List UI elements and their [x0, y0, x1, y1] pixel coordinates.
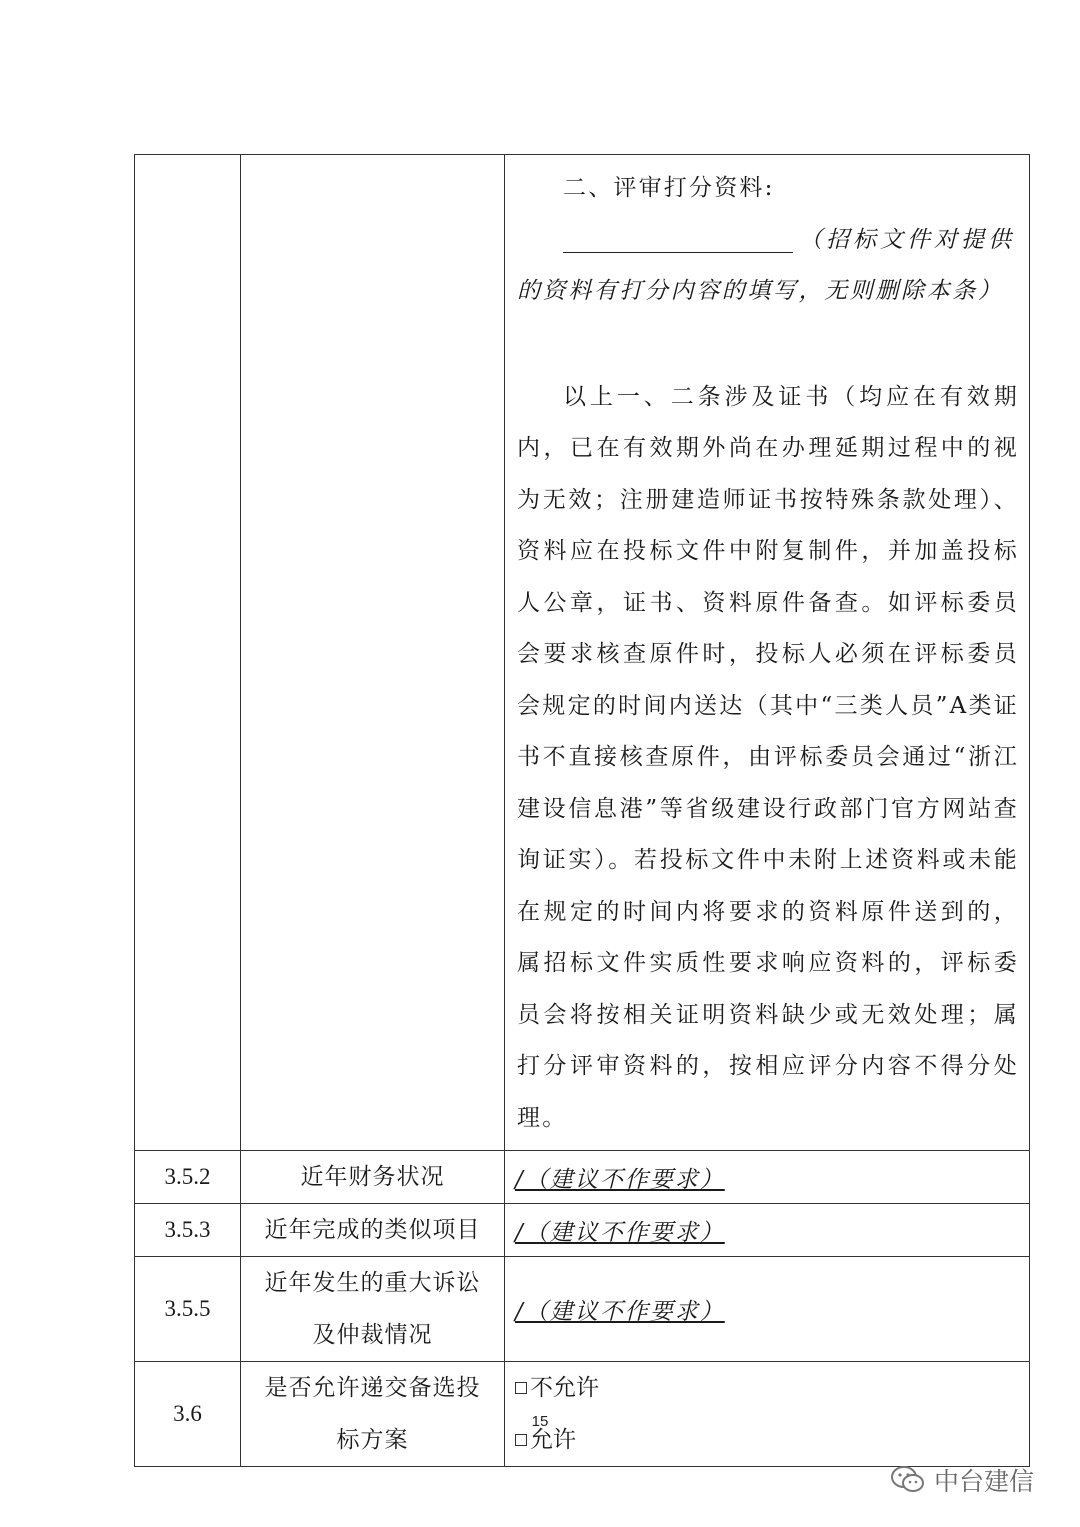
checkbox-icon[interactable]: [515, 1434, 527, 1446]
bid-info-table: [134, 154, 1030, 1467]
table-row: [135, 1151, 1030, 1204]
item-name: 近年财务状况: [241, 1151, 505, 1204]
watermark: [890, 1462, 1034, 1498]
fill-in-blank[interactable]: [563, 222, 793, 253]
item-number: 3.5.2: [135, 1151, 241, 1204]
table-row: [135, 1204, 1030, 1257]
wechat-icon: [890, 1465, 926, 1495]
option-label: 允许: [530, 1427, 576, 1453]
watermark-text: 中台建信: [934, 1467, 1035, 1496]
content-cell: [505, 155, 1030, 1151]
item-name: 近年完成的类似项目: [241, 1204, 505, 1257]
item-value: /（建议不作要求）: [515, 1166, 725, 1193]
item-name-line1: 近年发生的重大诉讼: [264, 1270, 481, 1296]
item-name-line2: 及仲裁情况: [312, 1322, 433, 1348]
scoring-hint-part2: 的资料有打分内容的填写，无则删除本条）: [517, 278, 1004, 304]
item-name-line2: 标方案: [336, 1427, 409, 1453]
item-number: 3.5.5: [135, 1257, 241, 1362]
option-label: 不允许: [530, 1375, 599, 1401]
certificate-requirements-paragraph: 以上一、二条涉及证书（均应在有效期内，已在有效期外尚在办理延期过程中的视为无效；注册建造师证书按特殊条款处理）、资料应在投标文件中附复制件，并加盖投标人公章，证书、资料原件备查。如评标委员会要求核查原件时，投标人必须在评标委员会规定的时间内送达（其中“三类人员”A类证书不直接核查原件，由评标委员会通过“浙江建设信息港”等省级建设行政部门官方网站查询证实）。若投标文件中未附上述资料或未能在规定的时间内将要求的资料原件送到的，属招标文件实质性要求响应资料的，评标委员会将按相关证明资料缺少或无效处理；属打分评审资料的，按相应评分内容不得分处理。: [517, 383, 1019, 1131]
checkbox-icon[interactable]: [515, 1382, 527, 1394]
table-row: [135, 1257, 1030, 1362]
item-number-cell: [135, 155, 241, 1151]
item-number: 3.6: [135, 1362, 241, 1467]
item-number: 3.5.3: [135, 1204, 241, 1257]
scoring-hint-part1: （招标文件对提供: [799, 226, 1015, 253]
option-not-allowed[interactable]: [505, 1362, 1029, 1414]
item-name-cell: [241, 155, 505, 1151]
table-row: [135, 155, 1030, 1151]
item-value: /（建议不作要求）: [515, 1298, 725, 1325]
item-value: /（建议不作要求）: [515, 1219, 725, 1246]
item-name-line1: 是否允许递交备选投: [264, 1375, 481, 1401]
item-name: [241, 1257, 505, 1362]
page-number: 15: [531, 1413, 549, 1430]
section-heading: 二、评审打分资料:: [563, 175, 775, 201]
